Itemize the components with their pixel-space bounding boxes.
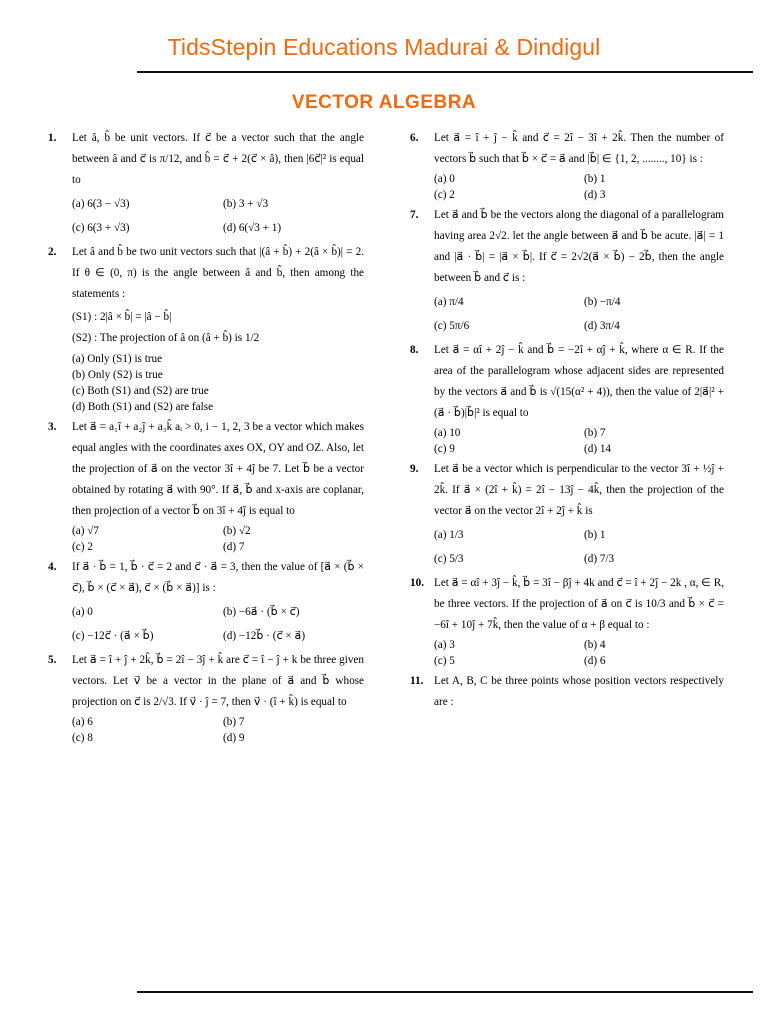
question-number: 9. <box>410 463 419 475</box>
footer-rule <box>137 991 753 993</box>
options <box>72 192 364 240</box>
question-text: Let â, b̂ be unit vectors. If c⃗ be a vector such that the angle between â and c⃗ is π/12, and b̂ = c⃗ + 2(c⃗ × â), then |6c⃗|² is equal to <box>72 132 364 186</box>
option: (d) 9 <box>223 732 245 744</box>
option: (a) 1/3 <box>434 529 464 541</box>
option: (c) 5/3 <box>434 553 464 565</box>
statement-s1: (S1) : 2|â × b̂| = |â − b̂| <box>72 311 172 323</box>
option: (b) −6a⃗ · (b⃗ × c⃗) <box>223 606 300 618</box>
question-text: Let a⃗ = a₁î + a₂ĵ + a₃k̂ aᵢ > 0, i − 1, 2, 3 be a vector which makes equal angles with the coordinates axes OX, OY and OZ. Also, let the projection of a⃗ on the vector 3î + 4ĵ be 7. Let b⃗ be a vector obtained by rotating a⃗ with 90°. If a⃗, b⃗ and x-axis are coplanar, then projection of a vector b⃗ on 3î + 4ĵ is equal to <box>72 421 364 517</box>
left-column <box>48 128 364 748</box>
question <box>48 650 364 746</box>
option: (b) 4 <box>584 639 606 651</box>
option: (d) 6 <box>584 655 606 667</box>
option: (b) 7 <box>584 427 606 439</box>
header-rule <box>137 71 753 73</box>
option: (b) 1 <box>584 529 606 541</box>
question-number: 10. <box>410 577 424 589</box>
options <box>72 523 364 555</box>
option: (b) −π/4 <box>584 296 621 308</box>
question-number: 7. <box>410 209 419 221</box>
question-number: 3. <box>48 421 57 433</box>
statement-s2: (S2) : The projection of â on (â + b̂) is 1/2 <box>72 332 260 344</box>
option: (c) Both (S1) and (S2) are true <box>72 385 209 397</box>
option: (d) 7 <box>223 541 245 553</box>
option: (d) Both (S1) and (S2) are false <box>72 401 214 413</box>
header-title: TidsStepin Educations Madurai & Dindigul <box>167 34 601 60</box>
option: (c) 8 <box>72 732 93 744</box>
question-number: 2. <box>48 246 57 258</box>
option: (d) 14 <box>584 443 612 455</box>
option: (c) 6(3 + √3) <box>72 222 130 234</box>
options <box>72 600 364 648</box>
option: (c) 5 <box>434 655 455 667</box>
options <box>434 171 724 203</box>
option: (d) 6(√3 + 1) <box>223 222 282 234</box>
option: (a) 0 <box>434 173 455 185</box>
option: (c) 5π/6 <box>434 320 470 332</box>
option: (a) Only (S1) is true <box>72 353 163 365</box>
question-text: Let a⃗ = î + ĵ + 2k̂, b⃗ = 2î − 3ĵ + k̂ are c⃗ = î − ĵ + k be three given vectors. Let v⃗ be a vector in the plane of a⃗ and b⃗ whose projection on c⃗ is 2/√3. If v⃗ · ĵ = 7, then v⃗ · (î + k̂) is equal to <box>72 654 364 708</box>
option: (d) −12b⃗ · (c⃗ × a⃗) <box>223 630 306 642</box>
right-column <box>410 128 724 715</box>
question-number: 5. <box>48 654 57 666</box>
question-number: 8. <box>410 344 419 356</box>
option: (c) 2 <box>434 189 455 201</box>
question <box>48 242 364 415</box>
option: (a) 6(3 − √3) <box>72 198 130 210</box>
question <box>410 671 724 713</box>
option: (d) 3 <box>584 189 606 201</box>
question <box>410 459 724 571</box>
option: (c) −12c⃗ · (a⃗ × b⃗) <box>72 630 154 642</box>
option: (d) 3π/4 <box>584 320 620 332</box>
question-number: 11. <box>410 675 424 687</box>
option: (b) 1 <box>584 173 606 185</box>
question <box>410 340 724 457</box>
options <box>434 637 724 669</box>
options <box>434 523 724 571</box>
option: (a) 6 <box>72 716 93 728</box>
option: (c) 9 <box>434 443 455 455</box>
option: (a) 10 <box>434 427 461 439</box>
option: (a) π/4 <box>434 296 464 308</box>
option: (d) 7/3 <box>584 553 615 565</box>
question <box>410 128 724 203</box>
question-text: Let a⃗ = î + ĵ − k̂ and c⃗ = 2î − 3î + 2k̂. Then the number of vectors b⃗ such that b⃗ × c⃗ = a⃗ and |b⃗| ∈ {1, 2, ........, 10} is : <box>434 132 724 165</box>
question-number: 6. <box>410 132 419 144</box>
question-text: Let â and b̂ be two unit vectors such that |(â + b̂) + 2(â × b̂)| = 2. If θ ∈ (0, π) is the angle between â and b̂, then among the statements : <box>72 246 364 300</box>
question <box>48 417 364 555</box>
options <box>72 714 364 746</box>
option: (b) √2 <box>223 525 251 537</box>
option: (c) 2 <box>72 541 93 553</box>
question <box>48 557 364 648</box>
question-text: Let a⃗ = αî + 2ĵ − k̂ and b⃗ = −2î + αĵ + k̂, where α ∈ R. If the area of the parallelogram whose adjacent sides are represented by the vectors a⃗ and b⃗ is √(15(α² + 4)), then the value of 2|a⃗|² + (a⃗ · b⃗)|b⃗|² is equal to <box>434 344 724 419</box>
options <box>434 290 724 338</box>
question <box>48 128 364 240</box>
question-text: Let a⃗ and b⃗ be the vectors along the diagonal of a parallelogram having area 2√2. let the angle between a⃗ and b⃗ be acute. |a⃗| = 1 and |a⃗ · b⃗| = |a⃗ × b⃗|. If c⃗ = 2√2(a⃗ × b⃗) − 2b⃗, then the angle between b⃗ and c⃗ is : <box>434 209 724 284</box>
question-text: Let A, B, C be three points whose position vectors respectively are : <box>434 675 724 708</box>
question-text: If a⃗ · b⃗ = 1, b⃗ · c⃗ = 2 and c⃗ · a⃗ = 3, then the value of [a⃗ × (b⃗ × c⃗), b⃗ × (c⃗ × a⃗), c⃗ × (b⃗ × a⃗)] is : <box>72 561 364 594</box>
question-text: Let a⃗ = αî + 3ĵ − k̂, b⃗ = 3î − βĵ + 4k and c⃗ = î + 2ĵ − 2k , α, ∈ R, be three vectors. If the projection of a⃗ on c⃗ is 10/3 and b⃗ × c⃗ = −6î + 10ĵ + 7k̂, then the value of α + β equal to : <box>434 577 724 631</box>
option: (a) 0 <box>72 606 93 618</box>
option: (b) 7 <box>223 716 245 728</box>
option: (b) Only (S2) is true <box>72 369 163 381</box>
page-title: VECTOR ALGEBRA <box>291 92 477 113</box>
statements <box>72 307 364 349</box>
option: (a) 3 <box>434 639 455 651</box>
options <box>434 425 724 457</box>
option: (a) √7 <box>72 525 99 537</box>
question <box>410 205 724 338</box>
option: (b) 3 + √3 <box>223 198 269 210</box>
question-number: 4. <box>48 561 57 573</box>
question <box>410 573 724 669</box>
question-number: 1. <box>48 132 57 144</box>
question-text: Let a⃗ be a vector which is perpendicular to the vector 3î + ½ĵ + 2k̂. If a⃗ × (2î + k̂) = 2î − 13ĵ − 4k̂, then the projection of the vector a⃗ on the vector 2î + 2ĵ + k̂ is <box>434 463 724 517</box>
options <box>72 351 364 415</box>
